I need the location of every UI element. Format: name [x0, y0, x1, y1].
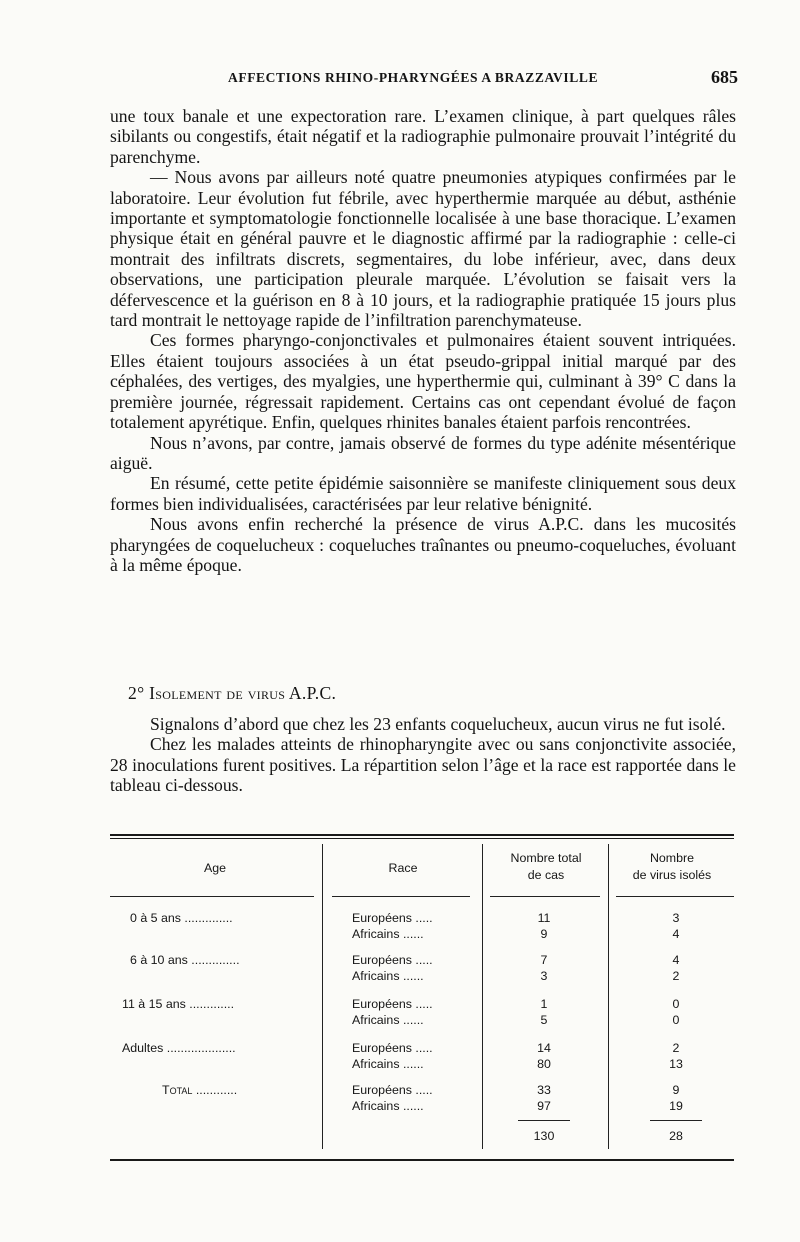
total-label: Total ............: [162, 1083, 238, 1097]
header-total-line1: Nombre total: [510, 851, 582, 865]
virus-cell: 2: [672, 1041, 680, 1055]
running-title: AFFECTIONS RHINO-PHARYNGÉES A BRAZZAVILLE: [228, 70, 599, 85]
virus-cell: 4: [672, 953, 680, 967]
age-group: 6 à 10 ans ..............: [130, 953, 240, 967]
header-virus-isolated: [610, 850, 734, 884]
virus-cell: 19: [669, 1099, 683, 1113]
cases-cell: 33: [537, 1083, 551, 1097]
cases-cell: 11: [537, 911, 551, 925]
cases-cell: 5: [540, 1013, 548, 1027]
virus-cell: 0: [672, 1013, 680, 1027]
virus-cell: 9: [672, 1083, 680, 1097]
header-race: Race: [388, 861, 418, 875]
race-cell: Africains ......: [352, 969, 424, 983]
header-virus-line2: de virus isolés: [632, 868, 712, 882]
paragraph: Signalons d’abord que chez les 23 enfants coquelucheux, aucun virus ne fut isolé.: [150, 714, 726, 734]
sum-rule: [650, 1120, 702, 1121]
header-underline: [110, 896, 314, 897]
cases-cell: 9: [540, 927, 548, 941]
paragraph: Nous n’avons, par contre, jamais observé de formes du type adénite mésentérique aiguë.: [110, 432, 736, 473]
cases-cell: 14: [537, 1041, 551, 1055]
cases-cell: 7: [540, 953, 548, 967]
grand-total-cases: 130: [533, 1129, 555, 1143]
section-number: 2°: [128, 683, 145, 703]
race-cell: Européens .....: [352, 953, 433, 967]
paragraph: Nous avons enfin recherché la présence de virus A.P.C. dans les mucosités pharyngées de coquelucheux : coqueluches traînantes ou pneumo-coqueluches, évoluant à la même époque.: [110, 514, 736, 575]
page-number: 685: [711, 67, 738, 87]
table-top-rule-thin: [110, 838, 734, 839]
virus-cell: 13: [669, 1057, 683, 1071]
running-head: [110, 68, 738, 92]
cases-cell: 97: [537, 1099, 551, 1113]
body-text: [110, 106, 736, 575]
header-total-line2: de cas: [527, 868, 565, 882]
header-underline: [616, 896, 734, 897]
header-underline: [332, 896, 470, 897]
grand-total-virus: 28: [669, 1129, 683, 1143]
sum-rule: [518, 1120, 570, 1121]
header-underline: [490, 896, 600, 897]
race-cell: Européens .....: [352, 997, 433, 1011]
race-cell: Africains ......: [352, 1099, 424, 1113]
race-cell: Européens .....: [352, 1083, 433, 1097]
section-title: Isolement de virus A.P.C.: [149, 683, 337, 703]
race-cell: Européens .....: [352, 1041, 433, 1055]
cases-cell: 80: [537, 1057, 551, 1071]
table-top-rule: [110, 834, 734, 836]
column-divider: [608, 844, 609, 1149]
paragraph: une toux banale et une expectoration rare. L’examen clinique, à part quelques râles sibilants ou congestifs, était négatif et la radiographie pulmonaire prouvait l’intégrité du parenchyme.: [110, 106, 736, 167]
age-group: 11 à 15 ans .............: [122, 997, 235, 1011]
race-cell: Européens .....: [352, 911, 433, 925]
paragraph: Ces formes pharyngo-conjonctivales et pulmonaires étaient souvent intriquées. Elles étaient toujours associées à un état pseudo-grippal initial marqué par des céphalées, des vertiges, des myalgies, une hyperthermie qui, culminant à 39° C dans la première journée, régressait rapidement. Certains cas ont cependant évolué de façon totalement apyrétique. Enfin, quelques rhinites banales étaient parfois rencontrées.: [110, 330, 736, 433]
virus-cell: 3: [672, 911, 680, 925]
section-heading: [128, 683, 336, 704]
paragraph: Chez les malades atteints de rhinopharyngite avec ou sans conjonctivite associée, 28 inoculations furent positives. La répartition selon l’âge et la race est rapportée dans le tableau ci-dessous.: [110, 734, 736, 796]
virus-cell: 0: [672, 997, 680, 1011]
race-cell: Africains ......: [352, 927, 424, 941]
race-cell: Africains ......: [352, 1057, 424, 1071]
paragraph: En résumé, cette petite épidémie saisonnière se manifeste cliniquement sous deux formes bien individualisées, caractérisées par leur relative bénignité.: [110, 473, 736, 514]
column-divider: [322, 844, 323, 1149]
virus-cell: 4: [672, 927, 680, 941]
age-group: Adultes ....................: [122, 1041, 236, 1055]
virus-cell: 2: [672, 969, 680, 983]
column-divider: [482, 844, 483, 1149]
cases-cell: 1: [540, 997, 548, 1011]
age-group: 0 à 5 ans ..............: [130, 911, 233, 925]
header-total-cases: [484, 850, 608, 884]
body-text-2: [110, 714, 736, 796]
header-age: Age: [203, 861, 227, 875]
race-cell: Africains ......: [352, 1013, 424, 1027]
header-virus-line1: Nombre: [649, 851, 695, 865]
table-bottom-rule: [110, 1159, 734, 1161]
data-table: [110, 834, 734, 1164]
cases-cell: 3: [540, 969, 548, 983]
paragraph: — Nous avons par ailleurs noté quatre pneumonies atypiques confirmées par le laboratoire. Leur évolution fut fébrile, avec hyperthermie marquée au début, asthénie importante et symptomatologie fonctionnelle localisée à une base thoracique. L’examen physique était en général pauvre et le diagnostic affirmé par la radiographie : celle-ci montrait des infiltrats discrets, segmentaires, du lobe inférieur, avec, dans deux observations, une participation pleurale marquée. L’évolution se faisait vers la défervescence et la guérison en 8 à 10 jours, et la radiographie pratiquée 15 jours plus tard montrait le nettoyage rapide de l’infiltration parenchymateuse.: [110, 167, 736, 331]
